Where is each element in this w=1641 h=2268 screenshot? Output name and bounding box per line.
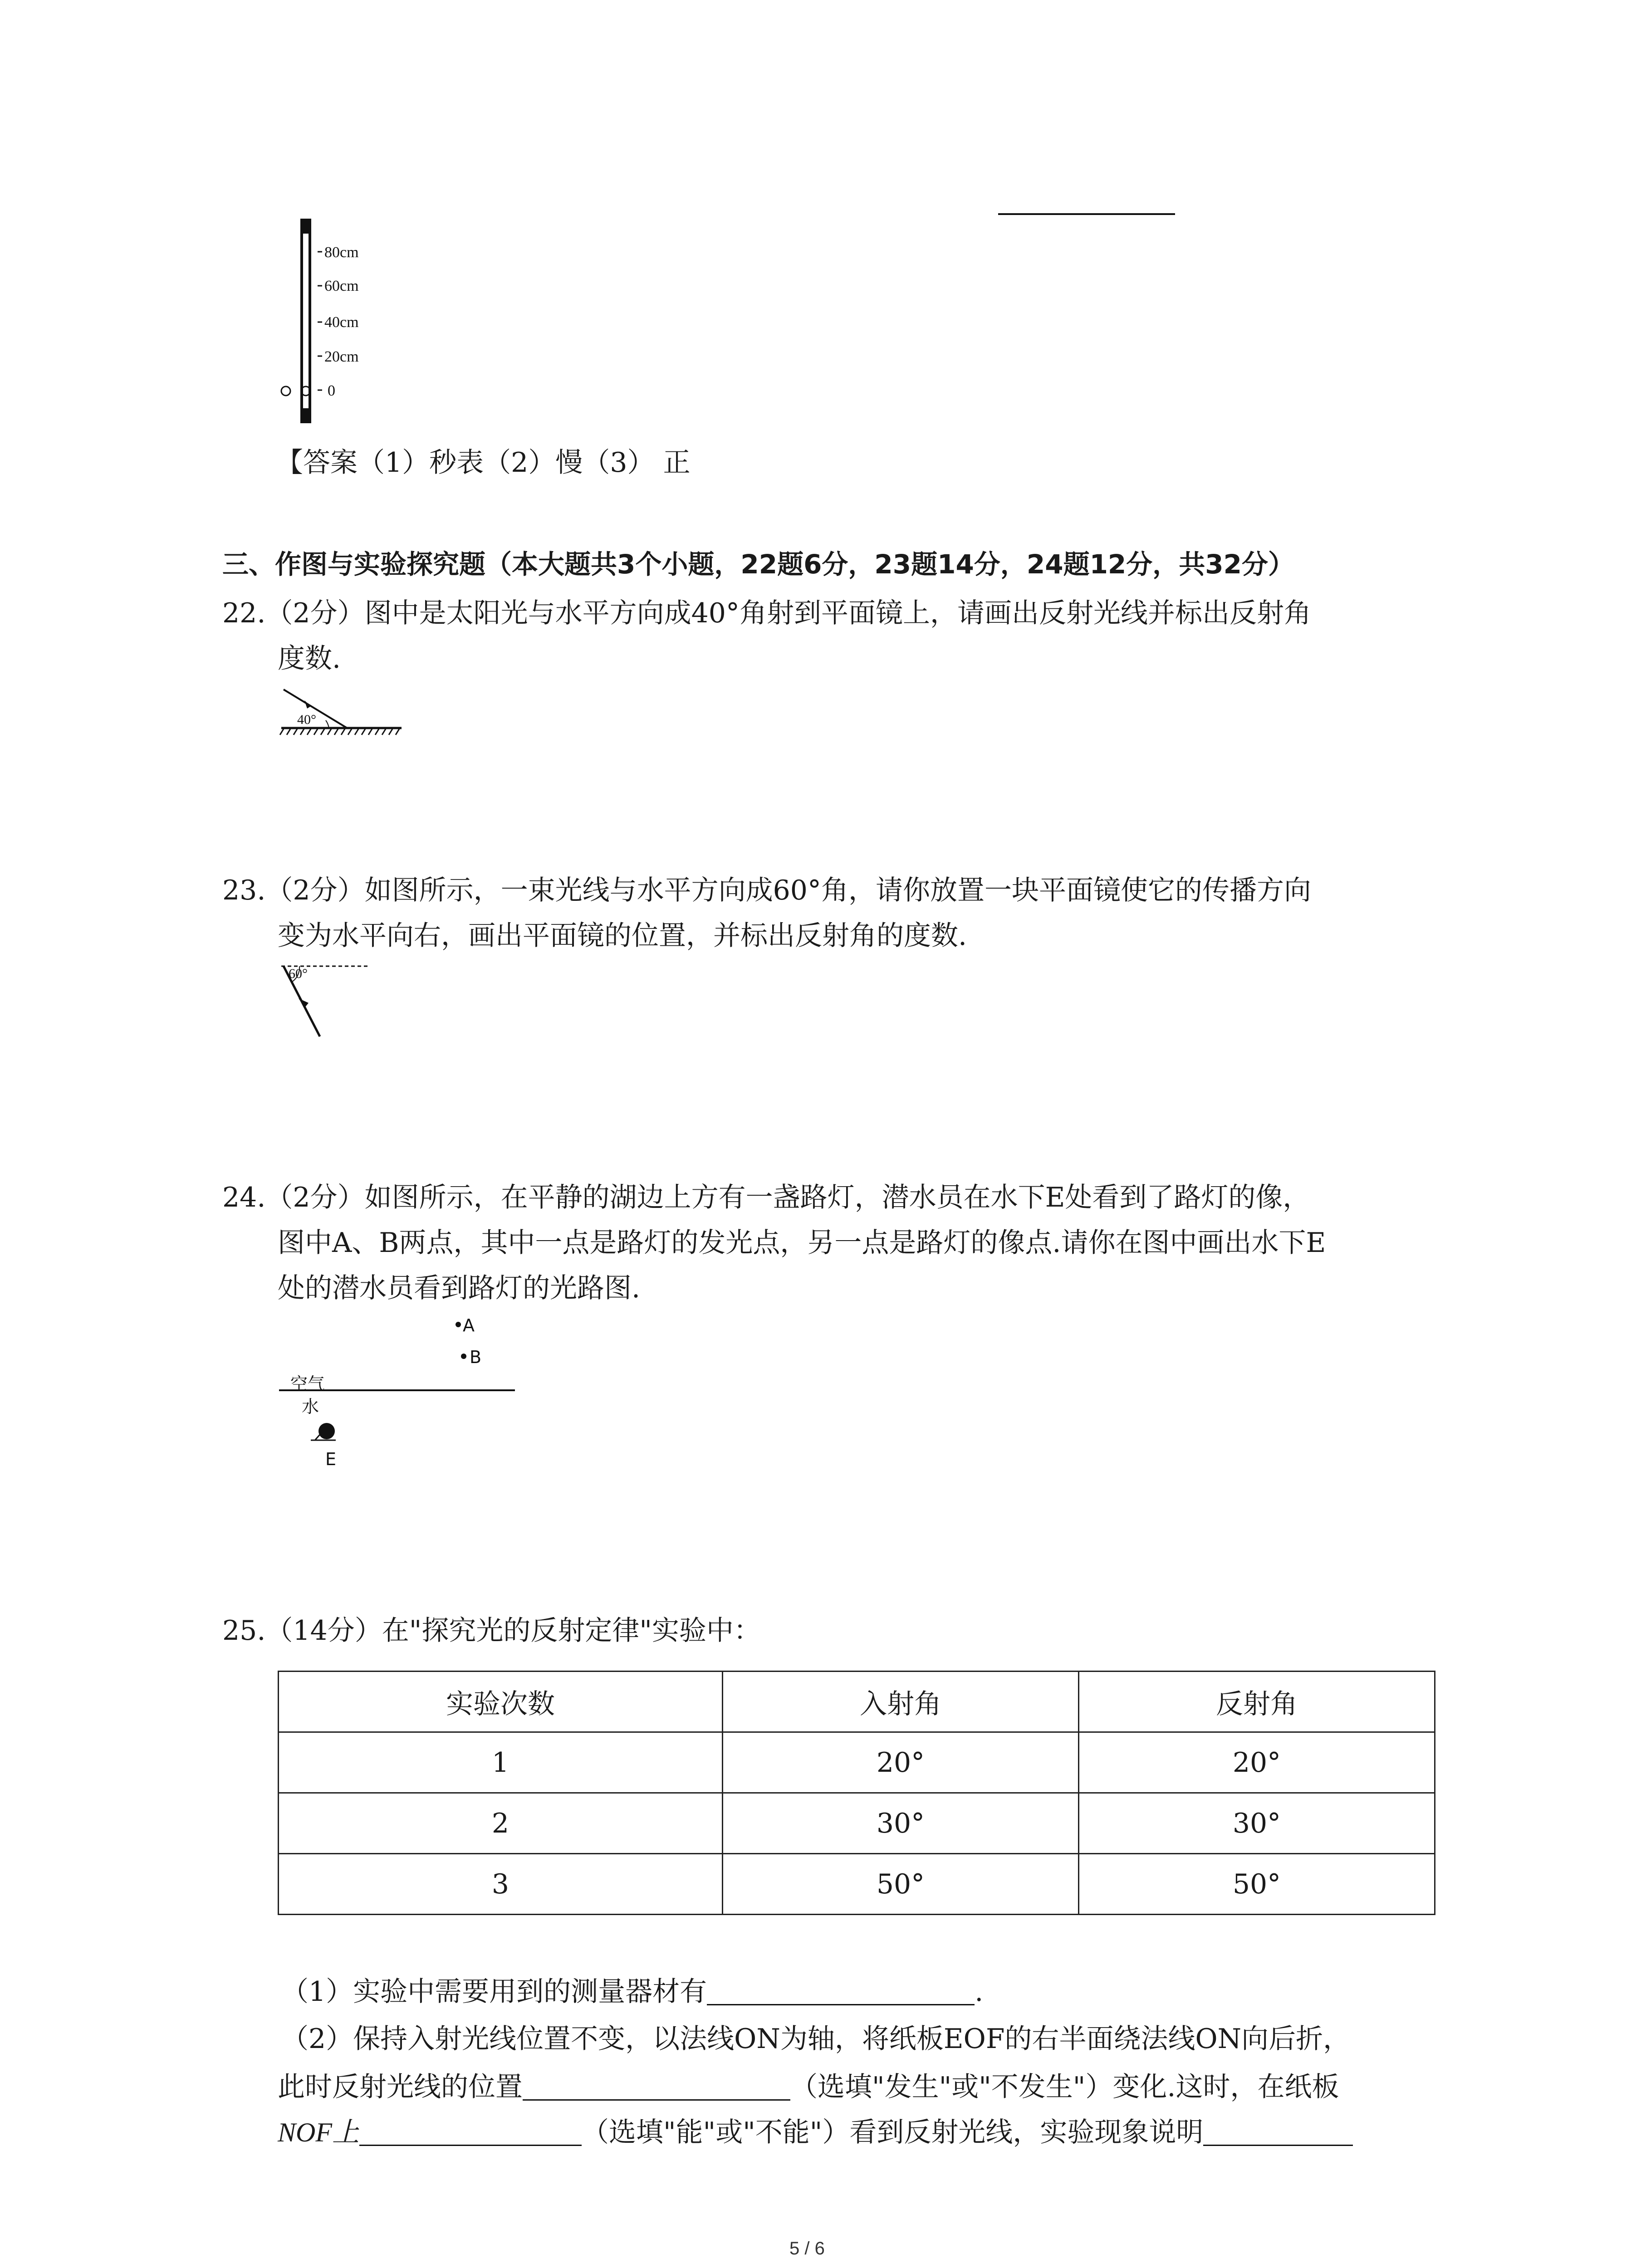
q25-part2-line1: （2）保持入射光线位置不变，以法线ON为轴，将纸板EOF的右半面绕法线ON向后折， [281, 2023, 1351, 2055]
q25-part2-blank-2[interactable] [359, 2118, 582, 2146]
table-cell: 20° [723, 1732, 1079, 1793]
table-cell: 1 [279, 1732, 723, 1793]
q25-part1-end: . [975, 1976, 984, 2008]
table-cell: 20° [1079, 1732, 1435, 1793]
q25-part2-blank-3[interactable] [1203, 2118, 1353, 2146]
q24-diver-label: E [325, 1449, 337, 1469]
page-number: 5 / 6 [789, 2239, 825, 2258]
q24-line2: 图中A、B两点，其中一点是路灯的发光点，另一点是路灯的像点.请你在图中画出水下E [278, 1227, 1326, 1259]
q24-point-a: A [463, 1315, 475, 1335]
table-header-row [279, 1672, 1435, 1732]
table-header-cell: 反射角 [1079, 1672, 1435, 1732]
q25-part2-line2 [278, 2073, 1339, 2101]
table-cell: 50° [1079, 1854, 1435, 1915]
q24-water-label: 水 [302, 1397, 319, 1417]
q25-part2-line3-a: NOF上 [278, 2117, 359, 2147]
q25-part1 [281, 1976, 984, 2008]
q22-line1: 22.（2分）图中是太阳光与水平方向成40°角射到平面镜上，请画出反射光线并标出反射角 [222, 597, 1311, 629]
table-cell: 50° [723, 1854, 1079, 1915]
q22-angle-label: 40° [297, 712, 316, 727]
q24-point-b: B [470, 1347, 482, 1367]
q23-angle-label: 60° [289, 966, 308, 981]
q25-part2-line2-a: 此时反射光线的位置 [278, 2071, 523, 2103]
experiment-table [278, 1671, 1435, 1915]
table-row [279, 1732, 1435, 1793]
ruler-label-20: 20cm [324, 348, 359, 365]
table-header-cell: 实验次数 [279, 1672, 723, 1732]
q25-part2-blank-1[interactable] [523, 2073, 790, 2101]
table-cell: 2 [279, 1793, 723, 1854]
q24-air-label: 空气 [290, 1374, 325, 1394]
q25-part1-text: （1）实验中需要用到的测量器材有 [281, 1976, 707, 2008]
q25-part2-line3 [278, 2118, 1353, 2146]
answer-line: 【答案（1）秒表（2）慢（3） 正 [276, 447, 691, 479]
q23-line2: 变为水平向右，画出平面镜的位置，并标出反射角的度数. [278, 920, 967, 952]
ruler-label-40: 40cm [324, 314, 359, 331]
q22-line2: 度数. [278, 643, 341, 675]
q24-line1: 24.（2分）如图所示，在平静的湖边上方有一盏路灯，潜水员在水下E处看到了路灯的像， [222, 1182, 1310, 1213]
table-row [279, 1854, 1435, 1915]
table-header-cell: 入射角 [723, 1672, 1079, 1732]
table-cell: 3 [279, 1854, 723, 1915]
table-cell: 30° [1079, 1793, 1435, 1854]
table-row [279, 1793, 1435, 1854]
table-cell: 30° [723, 1793, 1079, 1854]
q24-line3: 处的潜水员看到路灯的光路图. [278, 1272, 641, 1304]
section-heading: 三、作图与实验探究题（本大题共3个小题，22题6分，23题14分，24题12分，共32分） [222, 549, 1294, 580]
q25-intro: 25.（14分）在"探究光的反射定律"实验中： [222, 1615, 761, 1647]
q25-part2-line3-b: （选填"能"或"不能"）看到反射光线，实验现象说明 [582, 2116, 1204, 2148]
q25-part1-blank[interactable] [707, 1978, 975, 2005]
q23-line1: 23.（2分）如图所示，一束光线与水平方向成60°角，请你放置一块平面镜使它的传播方向 [222, 875, 1311, 906]
ruler-label-80: 80cm [324, 244, 359, 261]
ruler-label-60: 60cm [324, 278, 359, 294]
answer-blank-line [998, 213, 1175, 215]
q25-part2-line2-b: （选填"发生"或"不发生"）变化.这时，在纸板 [790, 2071, 1339, 2103]
ruler-label-0: 0 [328, 382, 335, 399]
